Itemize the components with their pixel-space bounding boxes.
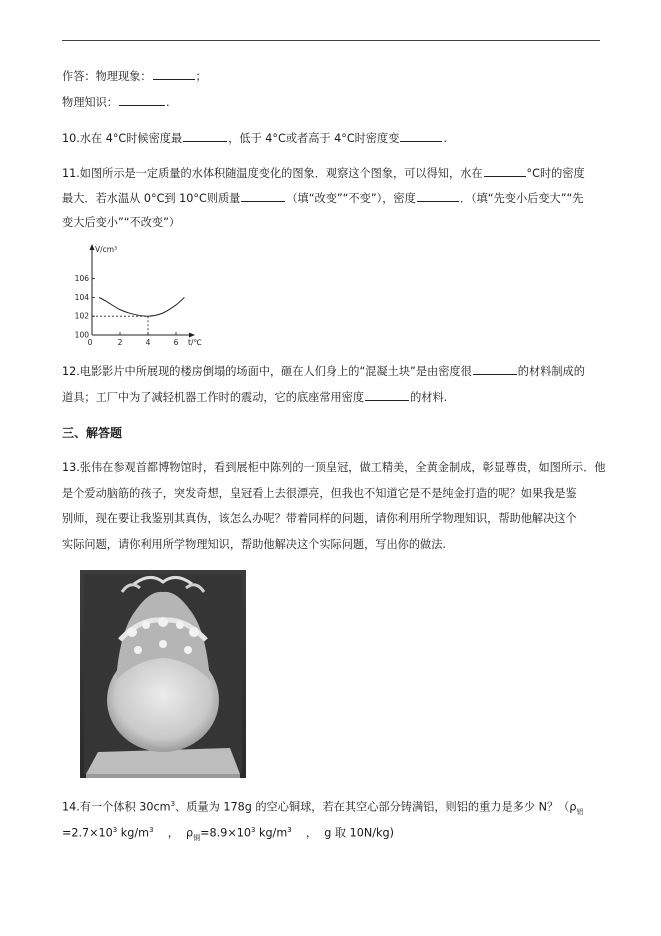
q12-blank-1[interactable] <box>473 363 517 375</box>
q11-blank-2[interactable] <box>241 190 285 202</box>
y-axis-label: V/cm³ <box>95 245 118 254</box>
question-10 <box>62 130 447 147</box>
q11-blank-1[interactable] <box>484 165 526 177</box>
x-tick-label: 2 <box>117 338 123 347</box>
q11-text-c: 最大．若水温从 0°C到 10°C则质量 <box>62 192 241 205</box>
q10-text-b: ，低于 4°C或者高于 4°C时密度变 <box>228 132 400 145</box>
question-12-line-2 <box>62 389 447 406</box>
q14-sup: 3 <box>149 826 154 834</box>
punct: ； <box>195 70 207 83</box>
y-tick-label: 100 <box>74 330 89 340</box>
y-axis-arrow <box>90 244 95 250</box>
q14-text-b: 、质量为 178g 的空心铜球，若在其空心部分铸满铝，则铝的重力是多少 N？（ρ <box>175 800 577 814</box>
answer-knowledge-line <box>62 94 170 111</box>
question-11-line-1 <box>62 165 585 182</box>
question-13-line-3: 别师，现在要让我鉴别其真伪，该怎么办呢？带着同样的问题，请你利用所学物理知识，帮助他解决这个 <box>62 512 577 525</box>
phenomenon-label: 作答：物理现象： <box>62 70 152 83</box>
question-13-line-1: 13.张伟在参观首都博物馆时，看到展柜中陈列的一顶皇冠，做工精美，全黄金制成，彰显尊贵，如图所示．他 <box>62 461 606 474</box>
phenomenon-blank[interactable] <box>153 68 195 80</box>
q12-text-d: 的材料. <box>410 391 448 404</box>
graph-axes <box>90 244 196 338</box>
q14-text-h: ， g 取 10N/kg) <box>291 826 394 840</box>
q14-text-e: ， ρ <box>153 826 194 840</box>
q12-text-b: 的材料制成的 <box>517 365 585 378</box>
q14-sup: 3 <box>287 826 292 834</box>
y-tick-label: 102 <box>74 311 89 321</box>
q11-text-d: （填“改变”“不变”），密度 <box>286 192 416 205</box>
q12-blank-2[interactable] <box>365 389 409 401</box>
knowledge-blank[interactable] <box>119 94 165 106</box>
x-tick-label: 4 <box>145 338 151 347</box>
q10-text-a: 10.水在 4°C时候密度最 <box>62 132 183 145</box>
question-11-line-3 <box>62 215 180 231</box>
answer-phenomenon-line <box>62 68 207 85</box>
punct: . <box>165 96 170 109</box>
question-14-line-2 <box>62 822 394 846</box>
q10-blank-2[interactable] <box>400 130 442 142</box>
crown-photo <box>80 570 246 778</box>
y-tick-label: 106 <box>74 274 89 284</box>
q14-text-d: kg/m <box>117 826 150 840</box>
q14-text-c: =2.7×10 <box>62 826 113 840</box>
header-rule <box>62 40 600 41</box>
question-14-line-1 <box>62 796 583 820</box>
graph-ticks <box>75 274 179 347</box>
q14-sub-cu: 铜 <box>193 833 201 842</box>
question-13-line-4: 实际问题，请你利用所学物理知识，帮助他解决这个实际问题，写出你的做法. <box>62 538 446 551</box>
q14-sub-al: 铝 <box>576 807 584 816</box>
q12-text-a: 12.电影影片中所展现的楼房倒塌的场面中，砸在人们身上的“混凝土块”是由密度很 <box>62 365 472 378</box>
question-11-line-2 <box>62 190 583 207</box>
stand-edge <box>86 774 240 778</box>
q11-text-a: 11.如图所示是一定质量的水体积随温度变化的图象．观察这个图象，可以得知，水在 <box>62 167 483 180</box>
question-13-line-2: 是个爱动脑筋的孩子，突发奇想，皇冠看上去很漂亮，但我也不知道它是不是纯金打造的呢？如果我是鉴 <box>62 487 577 500</box>
q14-text-a: 14.有一个体积 30cm <box>62 800 171 814</box>
section-heading: 三、解答题 <box>62 426 123 440</box>
q12-text-c: 道具；工厂中为了减轻机器工作时的震动，它的底座常用密度 <box>62 391 365 404</box>
volume-curve <box>99 297 184 316</box>
q14-sup: 3 <box>112 826 118 834</box>
y-tick-label: 104 <box>74 292 89 302</box>
q11-text-f: 变大后变小”“不改变”） <box>62 216 181 229</box>
volume-temperature-graph <box>62 240 212 352</box>
q14-sup: 3 <box>250 826 256 834</box>
q11-text-b: °C时的密度 <box>526 167 585 180</box>
q14-text-g: kg/m <box>255 826 288 840</box>
x-tick-label: 6 <box>173 338 179 347</box>
q10-text-c: . <box>443 132 447 145</box>
x-axis-arrow <box>189 333 195 338</box>
q14-text-f: =8.9×10 <box>200 826 251 840</box>
x-tick-label: 0 <box>87 338 93 347</box>
knowledge-label: 物理知识： <box>62 96 118 109</box>
x-axis-label: t/℃ <box>188 338 202 347</box>
q11-text-e: ．（填“先变小后变大”“先 <box>459 192 584 205</box>
q10-blank-1[interactable] <box>183 130 227 142</box>
q11-blank-3[interactable] <box>417 190 459 202</box>
q14-sup: 3 <box>170 800 176 808</box>
question-12-line-1 <box>62 363 585 380</box>
